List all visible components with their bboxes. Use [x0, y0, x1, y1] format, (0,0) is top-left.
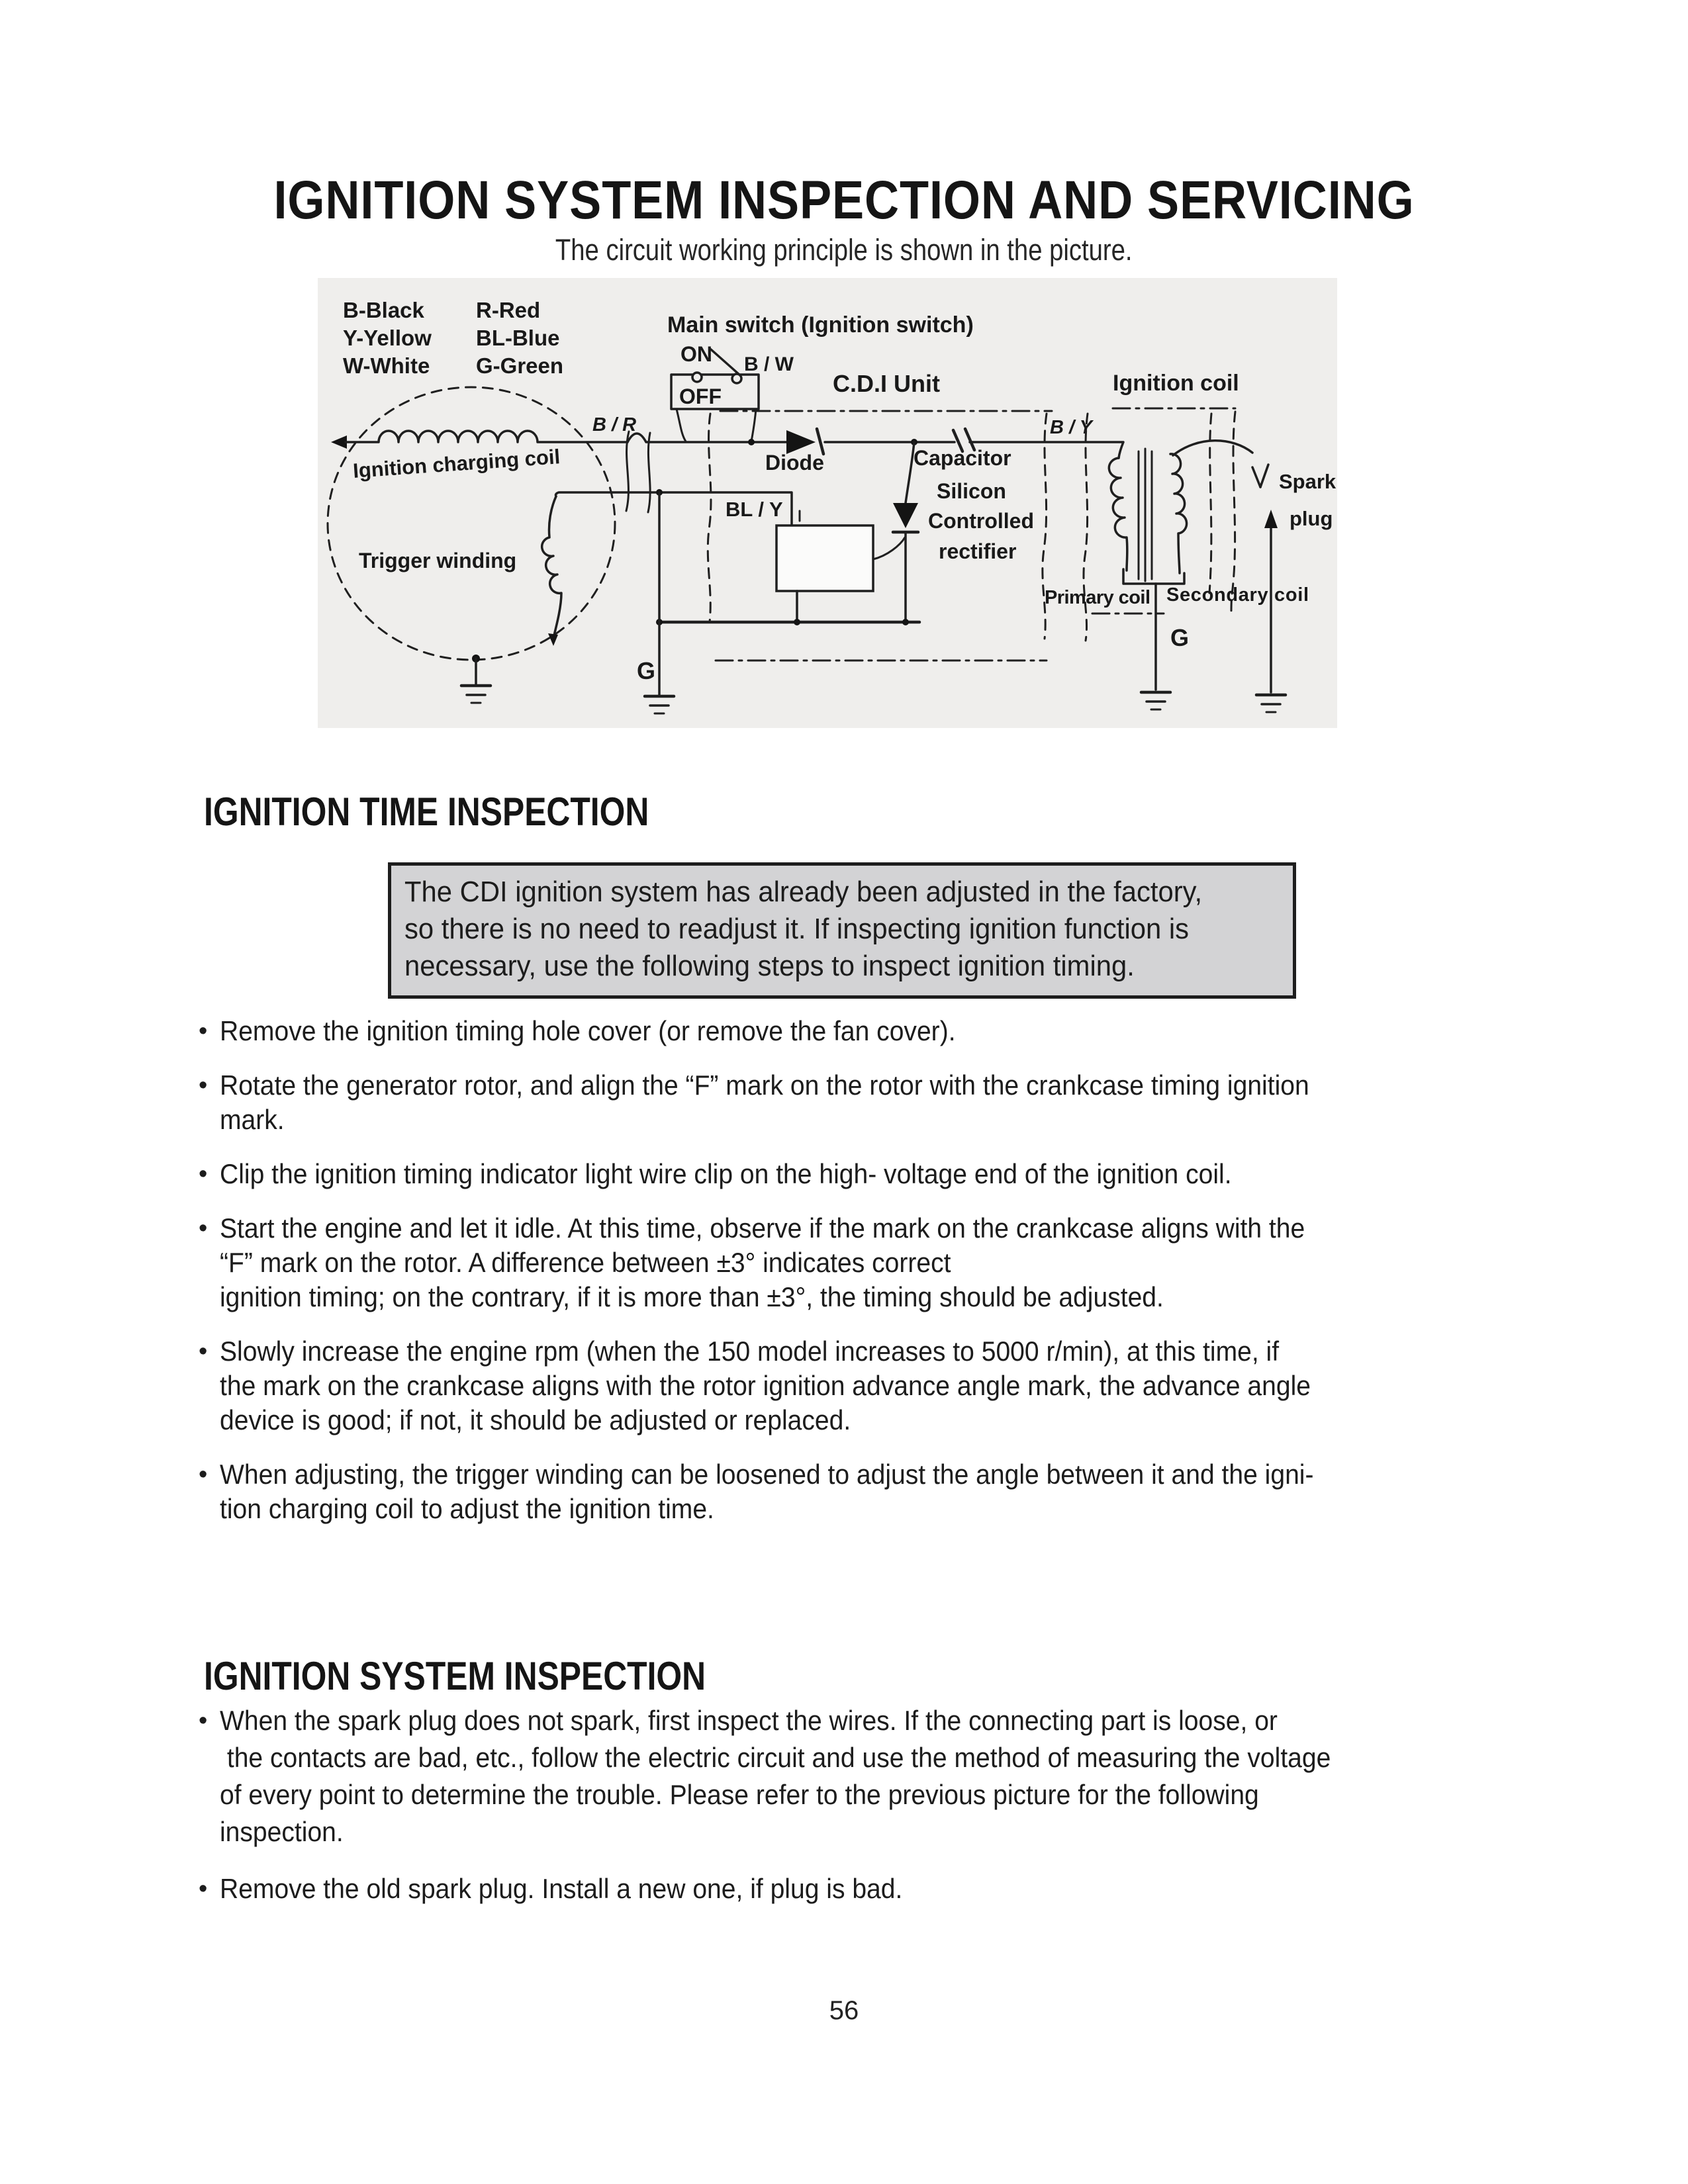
secondary-coil-label: Secondary coil [1166, 584, 1309, 606]
page-subtitle [0, 233, 1688, 267]
trigger-winding-label: Trigger winding [359, 549, 517, 572]
bullet-line: device is good; if not, it should be adjusted or replaced. [220, 1404, 851, 1435]
list-item [199, 1334, 1529, 1437]
switch-off-label: OFF [679, 385, 722, 408]
legend-y-yellow: Y-Yellow [343, 326, 432, 350]
main-switch-label: Main switch (Ignition switch) [667, 312, 974, 338]
diode-label: Diode [765, 451, 824, 475]
section-heading-ignition-system: IGNITION SYSTEM INSPECTION [204, 1654, 706, 1698]
bullet-line: Start the engine and let it idle. At this time, observe if the mark on the crankcase aligns with the [220, 1212, 1305, 1244]
ignition-system-bullet-list [199, 1702, 1529, 1927]
wire-label-bly: BL / Y [726, 498, 783, 521]
bullet-dot: • [199, 1707, 208, 1735]
list-item [199, 1157, 1529, 1191]
plug-label: plug [1289, 507, 1333, 530]
bullet-line: “F” mark on the rotor. A difference between ±3° indicates correct [220, 1247, 951, 1278]
bullet-line: of every point to determine the trouble. Please refer to the previous picture for the following [220, 1779, 1259, 1810]
cdi-circuit-diagram [318, 278, 1337, 728]
bullet-dot: • [199, 1338, 208, 1365]
bullet-line: When adjusting, the trigger winding can be loosened to adjust the angle between it and the igni- [220, 1459, 1314, 1490]
page-number: 56 [829, 1996, 859, 2025]
charging-coil-label: Ignition charging coil [352, 445, 561, 482]
spark-label: Spark [1279, 470, 1336, 493]
scr-label-3: rectifier [939, 539, 1017, 563]
list-item [199, 1068, 1529, 1137]
ground-g-right-label: G [1170, 624, 1190, 651]
bullet-line: Remove the ignition timing hole cover (or remove the fan cover). [220, 1015, 956, 1046]
scr-label-2: Controlled [928, 509, 1034, 533]
wire-label-bw: B / W [744, 353, 794, 375]
bullet-line: Remove the old spark plug. Install a new one, if plug is bad. [220, 1873, 903, 1904]
list-item [199, 1457, 1529, 1526]
bullet-line: Slowly increase the engine rpm (when the 150 model increases to 5000 r/min), at this time, if [220, 1336, 1280, 1367]
bullet-dot: • [199, 1160, 208, 1188]
note-line: The CDI ignition system has already been adjusted in the factory, [404, 876, 1203, 908]
bullet-dot: • [199, 1071, 208, 1099]
bullet-dot: • [199, 1461, 208, 1488]
legend-g-green: G-Green [476, 353, 564, 378]
bullet-line: ignition timing; on the contrary, if it is more than ±3°, the timing should be adjusted. [220, 1281, 1164, 1312]
legend-bl-blue: BL-Blue [476, 326, 560, 350]
wire-label-br: B / R [592, 414, 637, 435]
page-title-text: IGNITION SYSTEM INSPECTION AND SERVICING [273, 170, 1415, 230]
bullet-line: the mark on the crankcase aligns with the rotor ignition advance angle mark, the advance angle [220, 1370, 1311, 1401]
list-item [199, 1014, 1529, 1048]
scr-label-1: Silicon [937, 479, 1006, 503]
ignition-time-bullet-list [199, 1014, 1529, 1546]
bullet-line: mark. [220, 1104, 285, 1135]
list-item [199, 1870, 1529, 1907]
wire-label-by: B / Y [1050, 417, 1092, 438]
ignition-coil-label: Ignition coil [1113, 371, 1239, 396]
legend-w-white: W-White [343, 353, 430, 378]
bullet-dot: • [199, 1875, 208, 1903]
note-line: necessary, use the following steps to inspect ignition timing. [404, 950, 1135, 982]
list-item [199, 1702, 1529, 1850]
page-title [0, 169, 1688, 232]
ground-g-left-label: G [637, 657, 656, 684]
cdi-unit-label: C.D.I Unit [833, 370, 940, 397]
primary-coil-label: Primary coil [1045, 587, 1150, 608]
capacitor-label: Capacitor [914, 446, 1011, 470]
bullet-dot: • [199, 1017, 208, 1045]
page-subtitle-text: The circuit working principle is shown in the picture. [555, 233, 1133, 267]
bullet-line: tion charging coil to adjust the ignition time. [220, 1493, 714, 1524]
list-item [199, 1211, 1529, 1314]
legend-r-red: R-Red [476, 298, 541, 322]
note-line: so there is no need to readjust it. If inspecting ignition function is [404, 913, 1190, 945]
section-heading-ignition-time: IGNITION TIME INSPECTION [204, 790, 649, 834]
bullet-line: Clip the ignition timing indicator light wire clip on the high- voltage end of the ignition coil. [220, 1158, 1232, 1189]
bullet-line: Rotate the generator rotor, and align the “F” mark on the rotor with the crankcase timing ignition [220, 1069, 1309, 1101]
switch-on-label: ON [680, 342, 712, 366]
bullet-line: inspection. [220, 1816, 344, 1847]
bullet-line: When the spark plug does not spark, first inspect the wires. If the connecting part is loose, or [220, 1705, 1278, 1736]
bullet-line: the contacts are bad, etc., follow the electric circuit and use the method of measuring the voltage [220, 1742, 1331, 1773]
bullet-dot: • [199, 1214, 208, 1242]
legend-b-black: B-Black [343, 298, 424, 322]
cdi-note-box [388, 862, 1296, 999]
